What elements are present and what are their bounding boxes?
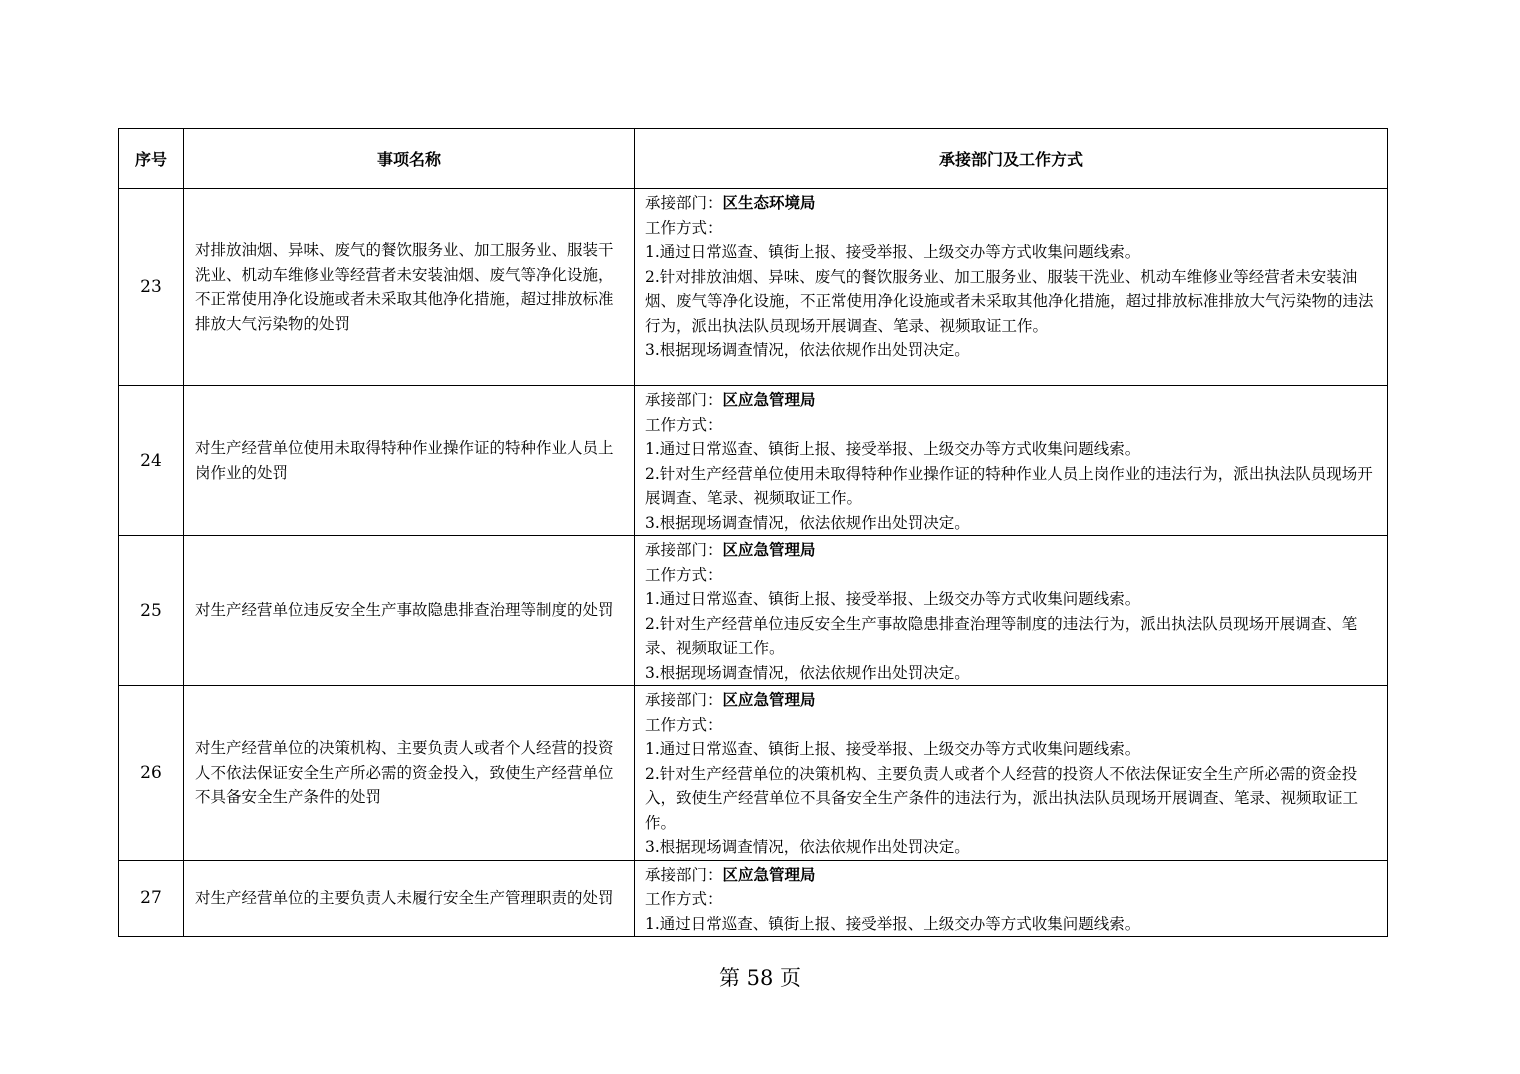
step-2: 2.针对生产经营单位违反安全生产事故隐患排查治理等制度的违法行为，派出执法队员现场开展调查、笔录、视频取证工作。 xyxy=(645,614,1358,657)
header-method: 承接部门及工作方式 xyxy=(635,129,1388,189)
step-1: 1.通过日常巡查、镇街上报、接受举报、上级交办等方式收集问题线索。 xyxy=(645,914,1141,933)
method-cell xyxy=(635,536,1388,686)
step-3: 3.根据现场调查情况，依法依规作出处罚决定。 xyxy=(645,341,970,359)
item-name: 对生产经营单位使用未取得特种作业操作证的特种作业人员上岗作业的处罚 xyxy=(184,386,635,536)
table-row xyxy=(119,686,1388,861)
dept-name: 区应急管理局 xyxy=(722,540,816,559)
method-cell xyxy=(635,386,1388,536)
table-row xyxy=(119,536,1388,686)
dept-label: 承接部门： xyxy=(645,865,723,884)
row-number: 27 xyxy=(119,860,184,937)
dept-name: 区应急管理局 xyxy=(722,390,816,409)
step-1: 1.通过日常巡查、镇街上报、接受举报、上级交办等方式收集问题线索。 xyxy=(645,740,1141,758)
method-label: 工作方式： xyxy=(645,415,723,434)
item-name: 对排放油烟、异味、废气的餐饮服务业、加工服务业、服装干洗业、机动车维修业等经营者未安装油烟、废气等净化设施，不正常使用净化设施或者未采取其他净化措施，超过排放标准排放大气污染物的处罚 xyxy=(184,189,635,386)
step-3: 3.根据现场调查情况，依法依规作出处罚决定。 xyxy=(645,663,970,682)
method-label: 工作方式： xyxy=(645,218,723,237)
method-cell xyxy=(635,189,1388,386)
method-cell xyxy=(635,860,1388,937)
method-label: 工作方式： xyxy=(645,565,723,584)
table-header-row xyxy=(119,129,1388,189)
row-number: 23 xyxy=(119,189,184,386)
dept-label: 承接部门： xyxy=(645,391,723,409)
step-3: 3.根据现场调查情况，依法依规作出处罚决定。 xyxy=(645,513,970,532)
item-name: 对生产经营单位的决策机构、主要负责人或者个人经营的投资人不依法保证安全生产所必需的资金投入，致使生产经营单位不具备安全生产条件的处罚 xyxy=(184,686,635,861)
page-number: 第 58 页 xyxy=(718,966,802,990)
method-label: 工作方式： xyxy=(645,715,723,734)
dept-name: 区应急管理局 xyxy=(722,690,816,709)
dept-label: 承接部门： xyxy=(645,691,723,709)
item-name: 对生产经营单位的主要负责人未履行安全生产管理职责的处罚 xyxy=(184,860,635,937)
row-number: 25 xyxy=(119,536,184,686)
row-number: 26 xyxy=(119,686,184,861)
table-row xyxy=(119,860,1388,937)
step-1: 1.通过日常巡查、镇街上报、接受举报、上级交办等方式收集问题线索。 xyxy=(645,440,1141,458)
row-number: 24 xyxy=(119,386,184,536)
table-row xyxy=(119,386,1388,536)
header-name: 事项名称 xyxy=(184,129,635,189)
step-3: 3.根据现场调查情况，依法依规作出处罚决定。 xyxy=(645,838,970,856)
dept-name: 区应急管理局 xyxy=(722,864,816,884)
step-2: 2.针对生产经营单位使用未取得特种作业操作证的特种作业人员上岗作业的违法行为，派出执法队员现场开展调查、笔录、视频取证工作。 xyxy=(645,464,1373,507)
items-table xyxy=(118,128,1388,937)
table-row xyxy=(119,189,1388,386)
step-2: 2.针对生产经营单位的决策机构、主要负责人或者个人经营的投资人不依法保证安全生产所必需的资金投入，致使生产经营单位不具备安全生产条件的违法行为，派出执法队员现场开展调查、笔录、视频取证工作。 xyxy=(645,764,1359,832)
header-no: 序号 xyxy=(119,129,184,189)
step-2: 2.针对排放油烟、异味、废气的餐饮服务业、加工服务业、服装干洗业、机动车维修业等经营者未安装油烟、废气等净化设施，不正常使用净化设施或者未采取其他净化措施，超过排放标准排放大气污染物的违法行为，派出执法队员现场开展调查、笔录、视频取证工作。 xyxy=(645,267,1374,335)
dept-label: 承接部门： xyxy=(645,541,723,559)
method-cell xyxy=(635,686,1388,861)
step-1: 1.通过日常巡查、镇街上报、接受举报、上级交办等方式收集问题线索。 xyxy=(645,243,1141,261)
method-label: 工作方式： xyxy=(645,890,723,908)
step-1: 1.通过日常巡查、镇街上报、接受举报、上级交办等方式收集问题线索。 xyxy=(645,590,1141,608)
dept-label: 承接部门： xyxy=(645,194,723,212)
item-name: 对生产经营单位违反安全生产事故隐患排查治理等制度的处罚 xyxy=(184,536,635,686)
dept-name: 区生态环境局 xyxy=(722,193,816,212)
